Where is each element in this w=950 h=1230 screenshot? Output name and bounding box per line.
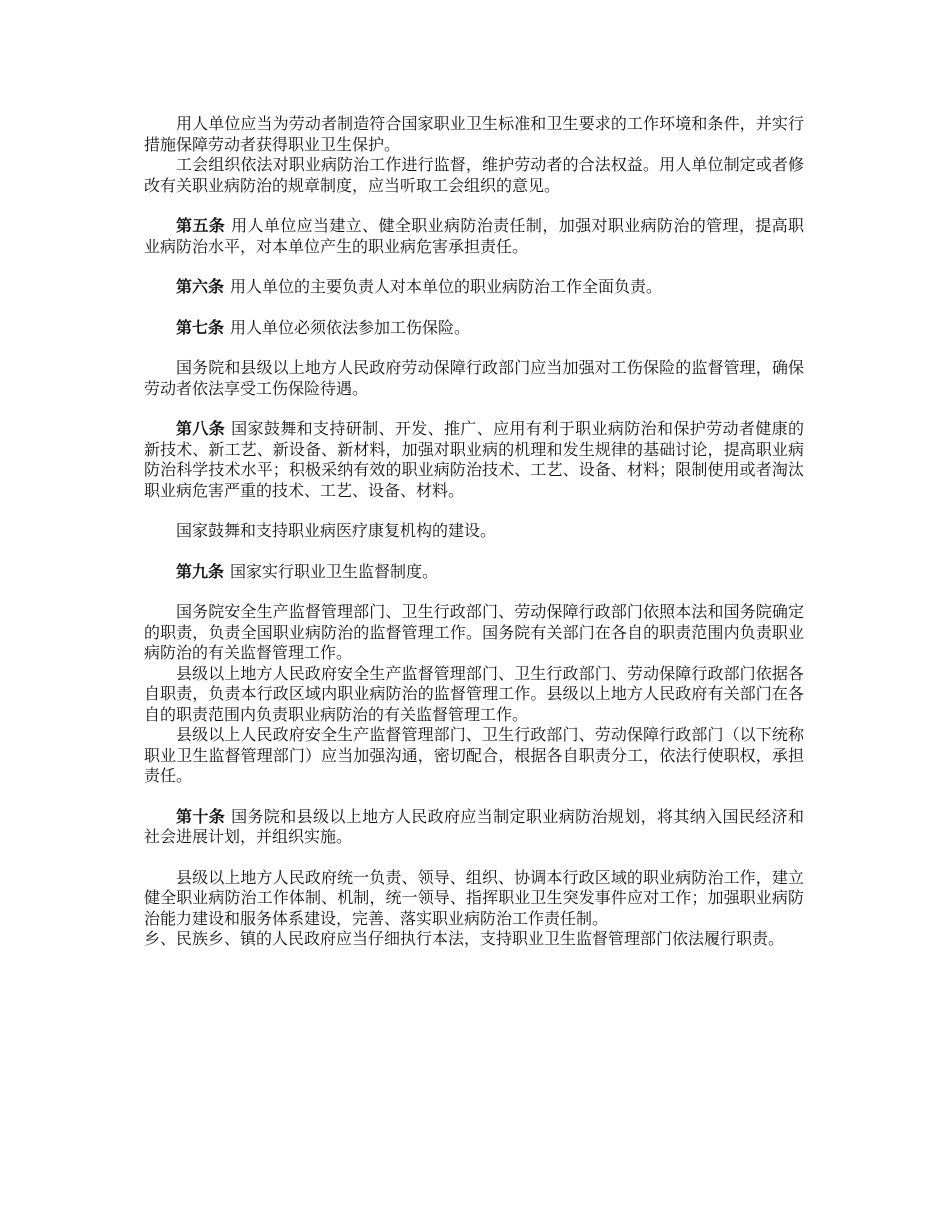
paragraph-text: 县级以上人民政府安全生产监督管理部门、卫生行政部门、劳动保障行政部门（以下统称职业卫生监督管理部门）应当加强沟通，密切配合，根据各自职责分工，依法行使职权，承担责任。 <box>144 725 804 785</box>
article-heading: 第七条 <box>176 317 225 337</box>
paragraph <box>144 155 804 196</box>
paragraph <box>144 602 804 664</box>
paragraph-text: 用人单位应当建立、健全职业病防治责任制，加强对职业病防治的管理，提高职业病防治水平，对本单位产生的职业病危害承担责任。 <box>144 216 804 256</box>
paragraph <box>144 929 804 950</box>
paragraph <box>144 868 804 930</box>
article-paragraph <box>144 419 804 501</box>
paragraph-text: 乡、民族乡、镇的人民政府应当仔细执行本法，支持职业卫生监督管理部门依法履行职责。 <box>144 929 785 948</box>
paragraph-text: 国务院和县级以上地方人民政府应当制定职业病防治规划，将其纳入国民经济和社会进展计划，并组织实施。 <box>144 806 804 846</box>
paragraph-text: 国家鼓舞和支持职业病医疗康复机构的建设。 <box>176 521 497 540</box>
article-heading: 第八条 <box>176 419 226 438</box>
paragraph <box>144 114 804 155</box>
article-heading: 第九条 <box>176 561 225 581</box>
article-paragraph <box>144 318 804 339</box>
article-heading: 第十条 <box>176 806 226 826</box>
paragraph-text: 用人单位必须依法参加工伤保险。 <box>230 317 471 337</box>
article-paragraph <box>144 562 804 583</box>
article-heading: 第五条 <box>176 216 226 235</box>
paragraph <box>144 521 804 542</box>
paragraph-text: 国务院和县级以上地方人民政府劳动保障行政部门应当加强对工伤保险的监督管理，确保劳动者依法享受工伤保险待遇。 <box>144 358 804 398</box>
paragraph <box>144 664 804 726</box>
document-page <box>144 114 804 950</box>
article-heading: 第六条 <box>176 277 225 296</box>
article-paragraph <box>144 277 804 298</box>
paragraph-text: 国家鼓舞和支持研制、开发、推广、应用有利于职业病防治和保护劳动者健康的新技术、新工艺、新设备、新材料，加强对职业病的机理和发生规律的基础讨论，提高职业病防治科学技术水平；积极采纳有效的职业病防治技术、工艺、设备、材料；限制使用或者淘汰职业病危害严重的技术、工艺、设备、材料。 <box>144 419 804 500</box>
paragraph-text: 国务院安全生产监督管理部门、卫生行政部门、劳动保障行政部门依照本法和国务院确定的职责，负责全国职业病防治的监督管理工作。国务院有关部门在各自的职责范围内负责职业病防治的有关监督管理工作。 <box>144 602 804 662</box>
paragraph-text: 用人单位应当为劳动者制造符合国家职业卫生标准和卫生要求的工作环境和条件，并实行措施保障劳动者获得职业卫生保护。 <box>144 114 804 154</box>
paragraph-text: 工会组织依法对职业病防治工作进行监督，维护劳动者的合法权益。用人单位制定或者修改有关职业病防治的规章制度，应当听取工会组织的意见。 <box>144 155 804 195</box>
paragraph-text: 用人单位的主要负责人对本单位的职业病防治工作全面负责。 <box>230 277 663 296</box>
article-paragraph <box>144 216 804 257</box>
paragraph-text: 国家实行职业卫生监督制度。 <box>230 561 439 581</box>
paragraph <box>144 358 804 399</box>
article-paragraph <box>144 807 804 848</box>
paragraph-text: 县级以上地方人民政府安全生产监督管理部门、卫生行政部门、劳动保障行政部门依据各自职责，负责本行政区域内职业病防治的监督管理工作。县级以上地方人民政府有关部门在各自的职责范围内负责职业病防治的有关监督管理工作。 <box>144 663 804 724</box>
paragraph <box>144 725 804 787</box>
paragraph-text: 县级以上地方人民政府统一负责、领导、组织、协调本行政区域的职业病防治工作，建立健全职业病防治工作体制、机制，统一领导、指挥职业卫生突发事件应对工作；加强职业病防治能力建设和服务体系建设，完善、落实职业病防治工作责任制。 <box>144 867 804 928</box>
